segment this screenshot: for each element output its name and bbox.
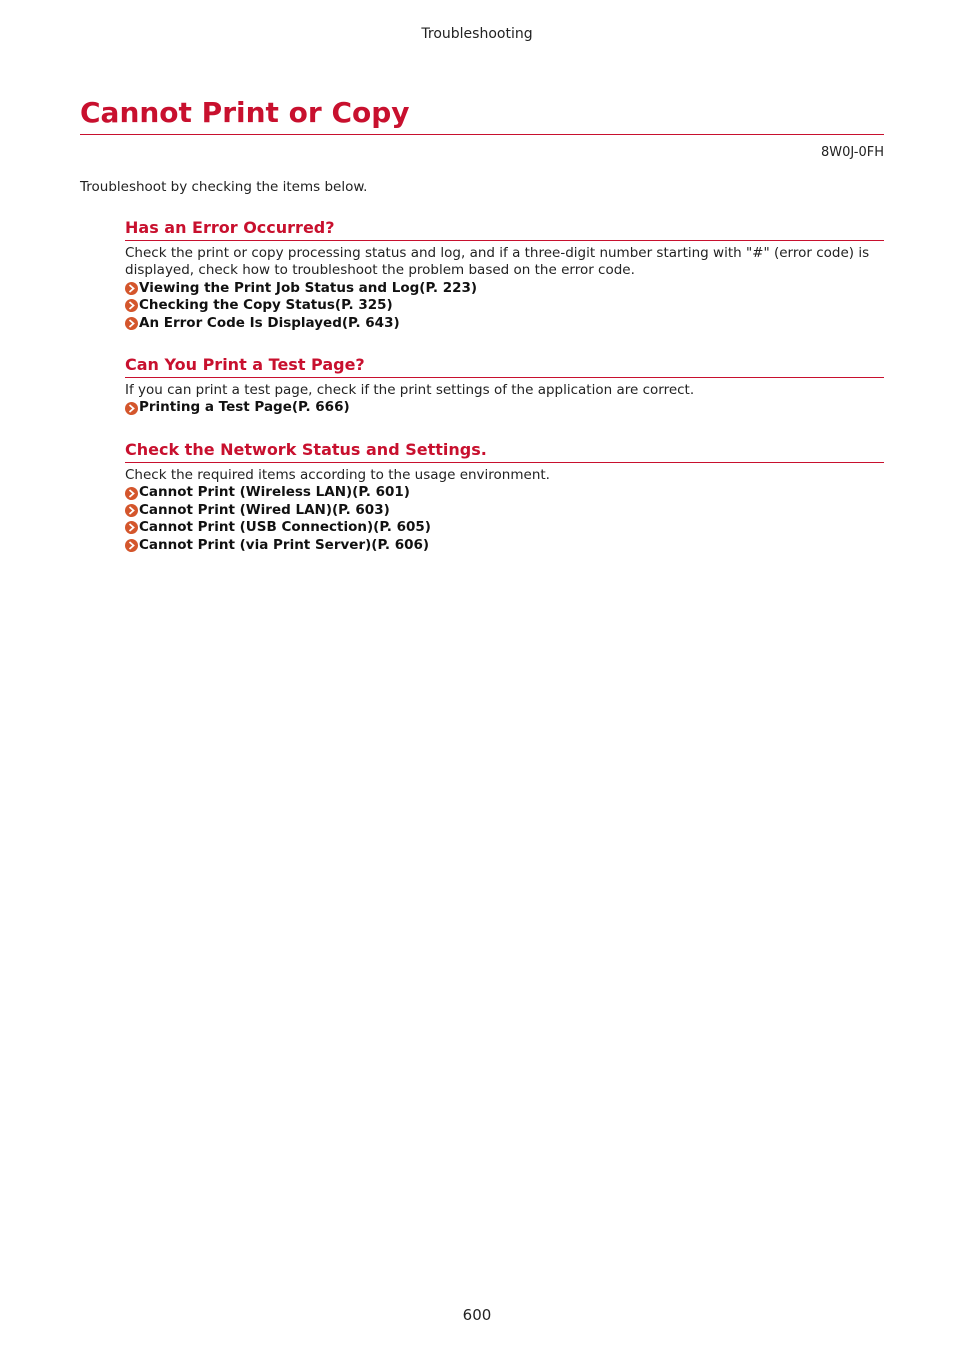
section-network-status [125,439,884,554]
running-header: Troubleshooting [421,26,533,42]
title-block [80,94,884,135]
link-cannot-print-wireless-lan[interactable] [125,484,884,501]
link-label[interactable]: Cannot Print (via Print Server)(P. 606) [139,536,430,553]
arrow-right-circle-icon [125,402,138,415]
link-label[interactable]: Checking the Copy Status(P. 325) [139,297,393,314]
section-body: Check the required items according to the usage environment. [125,467,550,483]
link-cannot-print-print-server[interactable] [125,537,884,554]
section-body: Check the print or copy processing status and log, and if a three-digit number starting with "#" (error code) is displayed, check how to troubleshoot the problem based on the error code. [125,245,870,279]
arrow-right-circle-icon [125,317,138,330]
link-label[interactable]: Cannot Print (Wireless LAN)(P. 601) [139,484,410,501]
intro-text: Troubleshoot by checking the items below. [80,179,368,195]
link-label[interactable]: Printing a Test Page(P. 666) [139,399,350,416]
link-checking-copy-status[interactable] [125,297,884,314]
link-list [125,484,884,554]
section-heading: Can You Print a Test Page? [125,354,884,378]
link-cannot-print-usb[interactable] [125,519,884,536]
link-error-code-displayed[interactable] [125,315,884,332]
page-number: 600 [462,1306,492,1324]
section-heading: Has an Error Occurred? [125,217,884,241]
section-error-occurred [125,217,884,332]
arrow-right-circle-icon [125,539,138,552]
link-list [125,399,884,416]
link-cannot-print-wired-lan[interactable] [125,502,884,519]
link-list [125,280,884,332]
link-label[interactable]: Cannot Print (USB Connection)(P. 605) [139,519,431,536]
link-viewing-print-job-status[interactable] [125,280,884,297]
section-test-page [125,354,884,417]
link-label[interactable]: An Error Code Is Displayed(P. 643) [139,314,400,331]
arrow-right-circle-icon [125,487,138,500]
page-title: Cannot Print or Copy [80,94,884,135]
link-printing-test-page[interactable] [125,399,884,416]
section-heading: Check the Network Status and Settings. [125,439,884,463]
link-label[interactable]: Cannot Print (Wired LAN)(P. 603) [139,501,390,518]
arrow-right-circle-icon [125,282,138,295]
section-body: If you can print a test page, check if the print settings of the application are correct. [125,382,695,398]
link-label[interactable]: Viewing the Print Job Status and Log(P. 223) [139,279,478,296]
arrow-right-circle-icon [125,504,138,517]
arrow-right-circle-icon [125,521,138,534]
document-code: 8W0J-0FH [821,145,884,160]
arrow-right-circle-icon [125,299,138,312]
